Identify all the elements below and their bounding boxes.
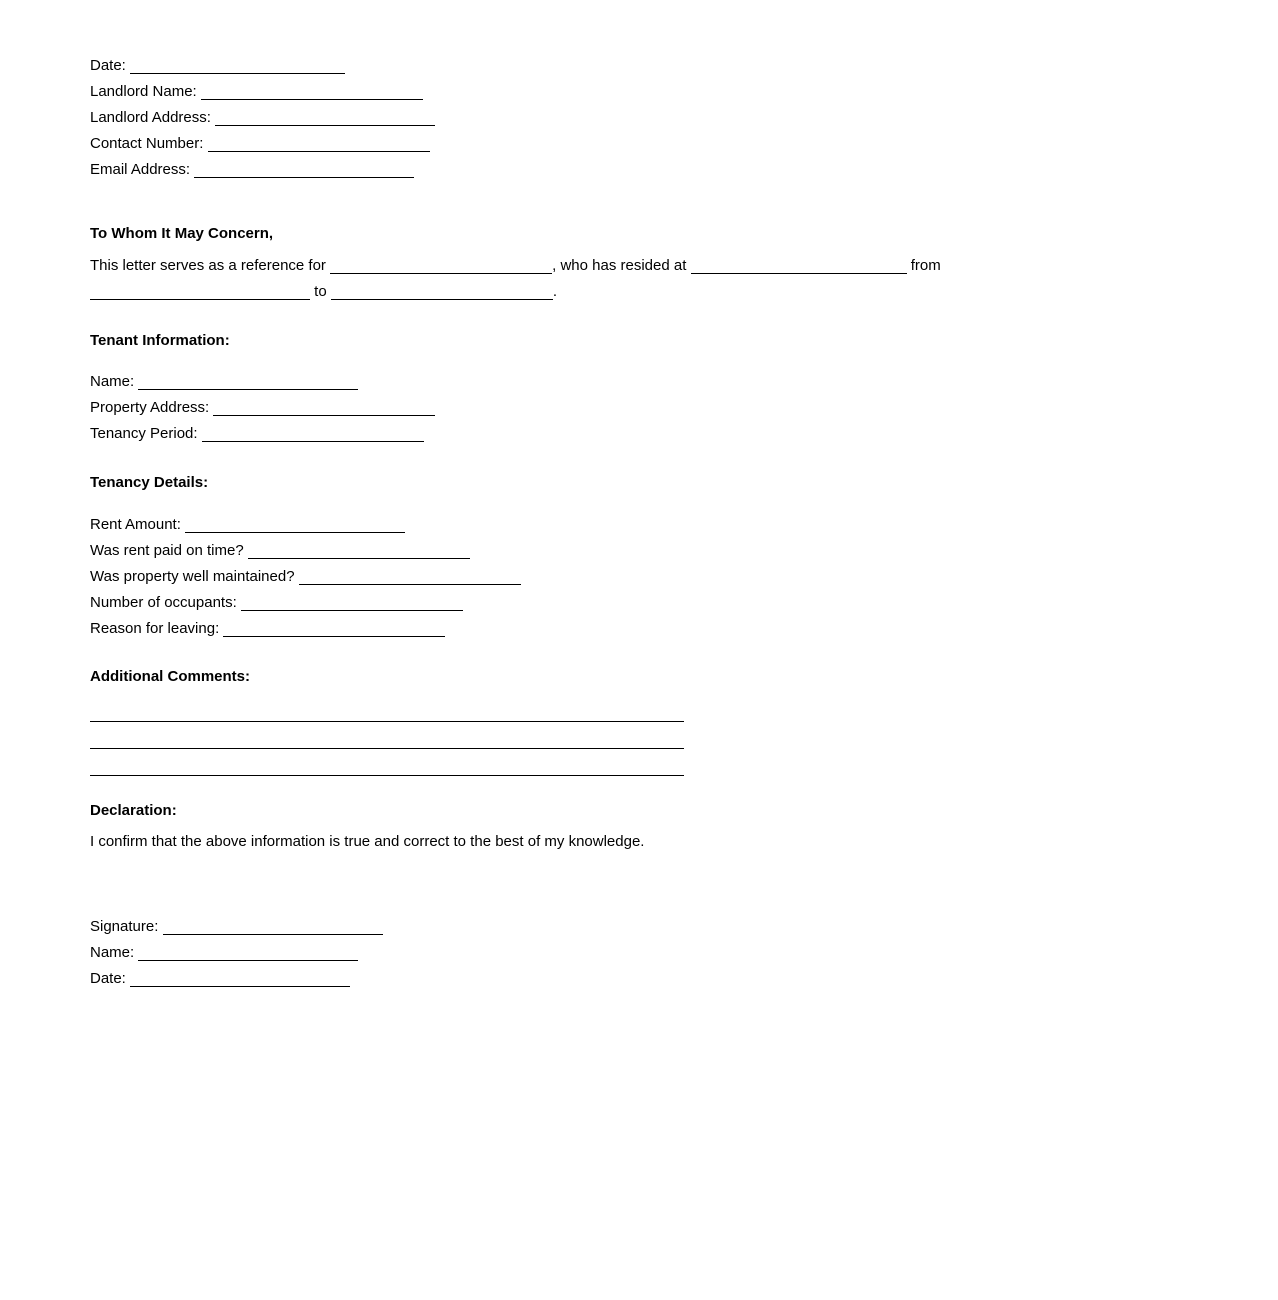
number-of-occupants-blank-line[interactable] [241, 596, 463, 611]
field-row-reason-for-leaving [90, 616, 990, 642]
contact-number-blank-line[interactable] [208, 137, 430, 152]
contact-number-label: Contact Number: [90, 135, 204, 152]
comments-blank-line-2[interactable] [90, 722, 684, 749]
tenancy-start-blank-line[interactable] [90, 285, 310, 300]
additional-comments-lines [90, 695, 990, 776]
field-row-date [90, 53, 990, 79]
email-address-label: Email Address: [90, 161, 191, 178]
signature-date-label: Date: [90, 970, 126, 987]
rent-amount-blank-line[interactable] [185, 518, 405, 533]
tenancy-period-blank-line[interactable] [202, 427, 424, 442]
field-row-landlord-address [90, 105, 990, 131]
landlord-header-block [90, 53, 990, 183]
email-address-blank-line[interactable] [194, 163, 414, 178]
signer-name-blank-line[interactable] [138, 946, 358, 961]
landlord-name-label: Landlord Name: [90, 83, 197, 100]
declaration-body: I confirm that the above information is true and correct to the best of my knowledge. [90, 833, 645, 850]
landlord-name-blank-line[interactable] [201, 85, 423, 100]
field-row-property-address [90, 395, 990, 421]
signature-label: Signature: [90, 918, 159, 935]
tenant-name-label: Name: [90, 373, 135, 390]
intro-segment-1: This letter serves as a reference for [90, 257, 326, 274]
declaration-heading: Declaration: [90, 802, 177, 819]
rent-paid-on-time-blank-line[interactable] [248, 544, 470, 559]
comments-blank-line-3[interactable] [90, 749, 684, 776]
field-row-tenant-name [90, 369, 990, 395]
property-address-label: Property Address: [90, 399, 210, 416]
reason-for-leaving-blank-line[interactable] [223, 622, 445, 637]
tenant-name-blank-line[interactable] [330, 259, 552, 274]
field-row-contact-number [90, 131, 990, 157]
field-row-tenancy-period [90, 421, 990, 447]
field-row-signature [90, 914, 990, 940]
landlord-address-blank-line[interactable] [215, 111, 435, 126]
tenant-name-field-blank-line[interactable] [138, 375, 358, 390]
intro-segment-4: to [314, 283, 327, 300]
field-row-signer-name [90, 940, 990, 966]
signer-name-label: Name: [90, 944, 135, 961]
rent-amount-label: Rent Amount: [90, 516, 181, 533]
tenancy-details-heading: Tenancy Details: [90, 474, 209, 491]
additional-comments-heading: Additional Comments: [90, 668, 250, 685]
tenant-information-heading: Tenant Information: [90, 332, 230, 349]
field-row-signature-date [90, 966, 990, 992]
property-address-blank-line[interactable] [213, 401, 435, 416]
signature-blank-line[interactable] [163, 920, 383, 935]
tenant-information-fields [90, 369, 990, 447]
date-label: Date: [90, 57, 126, 74]
intro-segment-3: from [910, 257, 941, 274]
signature-block [90, 914, 990, 992]
rent-paid-on-time-label: Was rent paid on time? [90, 542, 244, 559]
tenancy-details-fields [90, 512, 990, 642]
comments-blank-line-1[interactable] [90, 695, 684, 722]
field-row-rent-amount [90, 512, 990, 538]
field-row-email-address [90, 157, 990, 183]
intro-line-2 [90, 279, 990, 305]
date-blank-line[interactable] [130, 59, 345, 74]
intro-paragraph [90, 253, 990, 305]
landlord-address-label: Landlord Address: [90, 109, 211, 126]
field-row-landlord-name [90, 79, 990, 105]
salutation: To Whom It May Concern, [90, 225, 274, 242]
intro-segment-5: . [552, 283, 558, 300]
field-row-rent-paid-on-time [90, 538, 990, 564]
tenancy-period-label: Tenancy Period: [90, 425, 198, 442]
residence-address-blank-line[interactable] [691, 259, 907, 274]
field-row-property-maintained [90, 564, 990, 590]
intro-segment-2: , who has resided at [552, 257, 687, 274]
field-row-number-of-occupants [90, 590, 990, 616]
tenancy-end-blank-line[interactable] [331, 285, 553, 300]
reason-for-leaving-label: Reason for leaving: [90, 620, 220, 637]
property-maintained-label: Was property well maintained? [90, 568, 295, 585]
property-maintained-blank-line[interactable] [299, 570, 521, 585]
intro-line-1 [90, 253, 990, 279]
signature-date-blank-line[interactable] [130, 972, 350, 987]
number-of-occupants-label: Number of occupants: [90, 594, 237, 611]
